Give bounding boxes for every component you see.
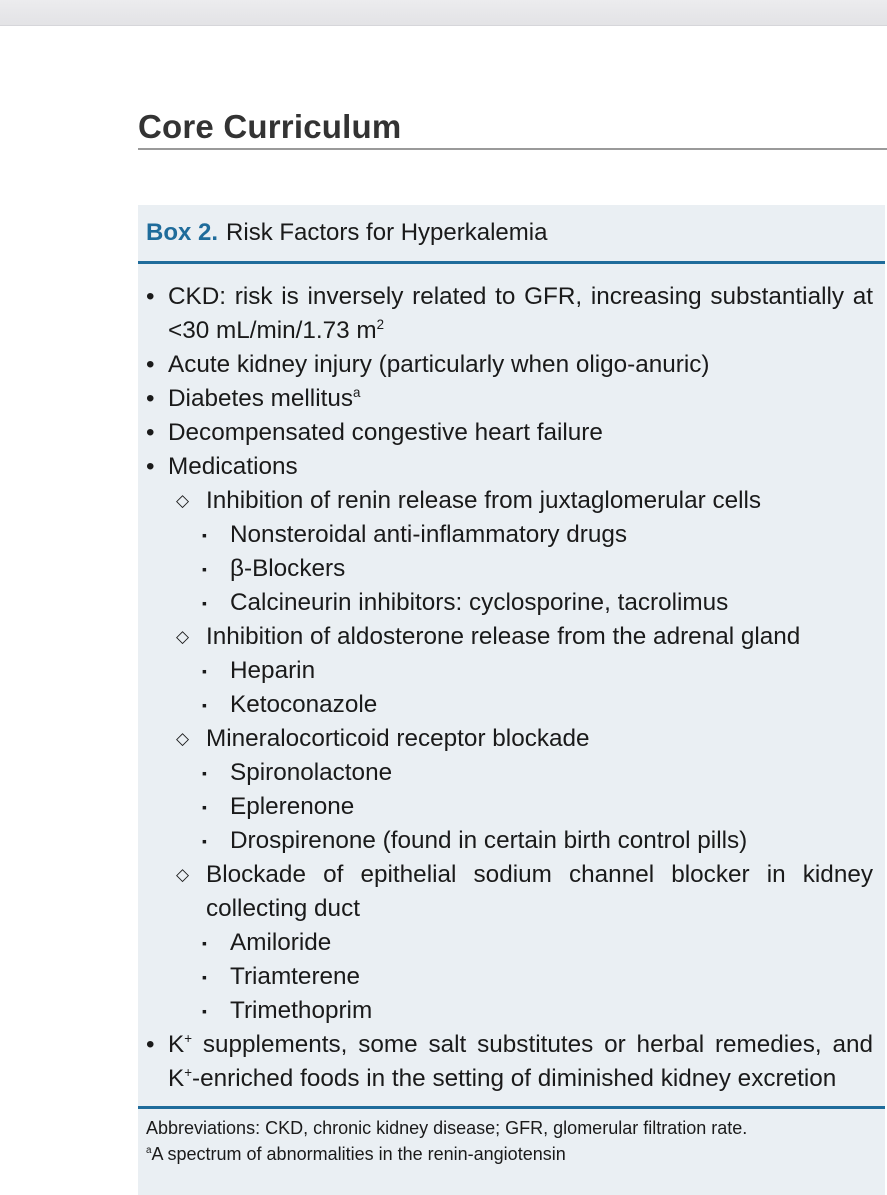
square-bullet-icon: ▪ xyxy=(202,969,207,985)
square-bullet-icon: ▪ xyxy=(202,1003,207,1019)
bullet-icon: • xyxy=(146,1031,155,1058)
item-text: CKD: risk is inversely related to GFR, increasing substantially at <30 mL/min/1.73 m xyxy=(168,283,873,344)
item-text: Heparin xyxy=(230,657,316,684)
sub-sub-list-item xyxy=(146,586,873,620)
item-text: Trimethoprim xyxy=(230,997,373,1024)
section-title: Core Curriculum xyxy=(138,108,402,145)
list-item xyxy=(146,1028,873,1096)
bullet-icon: • xyxy=(146,453,155,480)
list-item xyxy=(146,280,873,348)
footnote-marker: a xyxy=(146,1145,152,1156)
list-item xyxy=(146,450,873,484)
list-item xyxy=(146,382,873,416)
item-text: Spironolactone xyxy=(230,759,393,786)
square-bullet-icon: ▪ xyxy=(202,935,207,951)
item-text: Acute kidney injury (particularly when oligo-anuric) xyxy=(168,351,710,378)
bullet-icon: • xyxy=(146,283,155,310)
sub-sub-list-item xyxy=(146,994,873,1028)
item-text: Mineralocorticoid receptor blockade xyxy=(206,725,590,752)
item-text: Diabetes mellitus xyxy=(168,385,354,412)
sub-list-item xyxy=(146,858,873,926)
browser-top-bar xyxy=(0,0,887,26)
diamond-bullet-icon: ◇ xyxy=(176,627,190,646)
sub-sub-list-item xyxy=(146,960,873,994)
sub-sub-list-item xyxy=(146,790,873,824)
item-text: β-Blockers xyxy=(230,555,346,582)
square-bullet-icon: ▪ xyxy=(202,799,207,815)
bullet-icon: • xyxy=(146,419,155,446)
title-divider xyxy=(138,148,887,150)
diamond-bullet-icon: ◇ xyxy=(176,491,190,510)
item-text: Amiloride xyxy=(230,929,332,956)
superscript: + xyxy=(184,1030,193,1046)
item-text: Inhibition of aldosterone release from the adrenal gland xyxy=(206,623,801,650)
item-text: Calcineurin inhibitors: cyclosporine, tacrolimus xyxy=(230,589,729,616)
square-bullet-icon: ▪ xyxy=(202,561,207,577)
superscript: 2 xyxy=(376,316,385,332)
sub-list-item xyxy=(146,484,873,518)
box-label: Box 2. xyxy=(146,219,219,246)
item-text: Drospirenone (found in certain birth control pills) xyxy=(230,827,748,854)
abbreviations-note: Abbreviations: CKD, chronic kidney disease; GFR, glomerular filtration rate. xyxy=(146,1118,748,1138)
sub-sub-list-item xyxy=(146,518,873,552)
item-text: Blockade of epithelial sodium channel blocker in kidney collecting duct xyxy=(206,861,873,922)
item-text: supplements, some salt substitutes or herbal remedies, and K xyxy=(168,1031,873,1092)
risk-factors-box xyxy=(138,205,885,1195)
item-text: Medications xyxy=(168,453,298,480)
box-title: Risk Factors for Hyperkalemia xyxy=(226,219,548,246)
item-text: Triamterene xyxy=(230,963,361,990)
sub-list-item xyxy=(146,722,873,756)
item-text: Inhibition of renin release from juxtaglomerular cells xyxy=(206,487,762,514)
footnote-text: A spectrum of abnormalities in the renin-angiotensin xyxy=(151,1144,566,1164)
square-bullet-icon: ▪ xyxy=(202,697,207,713)
box-header xyxy=(138,205,885,264)
square-bullet-icon: ▪ xyxy=(202,595,207,611)
list-item xyxy=(146,416,873,450)
diamond-bullet-icon: ◇ xyxy=(176,729,190,748)
superscript: + xyxy=(184,1064,193,1080)
item-text: Eplerenone xyxy=(230,793,355,820)
item-text: Decompensated congestive heart failure xyxy=(168,419,603,446)
sub-sub-list-item xyxy=(146,756,873,790)
square-bullet-icon: ▪ xyxy=(202,765,207,781)
item-text: Nonsteroidal anti-inflammatory drugs xyxy=(230,521,628,548)
sub-sub-list-item xyxy=(146,824,873,858)
box-body xyxy=(138,264,885,1102)
list-item xyxy=(146,348,873,382)
sub-sub-list-item xyxy=(146,926,873,960)
footnote-marker: a xyxy=(353,384,361,400)
sub-list-item xyxy=(146,620,873,654)
item-text: K xyxy=(168,1031,185,1058)
square-bullet-icon: ▪ xyxy=(202,833,207,849)
bullet-icon: • xyxy=(146,385,155,412)
item-text: Ketoconazole xyxy=(230,691,378,718)
square-bullet-icon: ▪ xyxy=(202,663,207,679)
sub-sub-list-item xyxy=(146,552,873,586)
box-footer xyxy=(138,1106,885,1167)
square-bullet-icon: ▪ xyxy=(202,527,207,543)
diamond-bullet-icon: ◇ xyxy=(176,865,190,884)
sub-sub-list-item xyxy=(146,654,873,688)
sub-sub-list-item xyxy=(146,688,873,722)
item-text: -enriched foods in the setting of diminished kidney excretion xyxy=(192,1065,837,1092)
bullet-icon: • xyxy=(146,351,155,378)
